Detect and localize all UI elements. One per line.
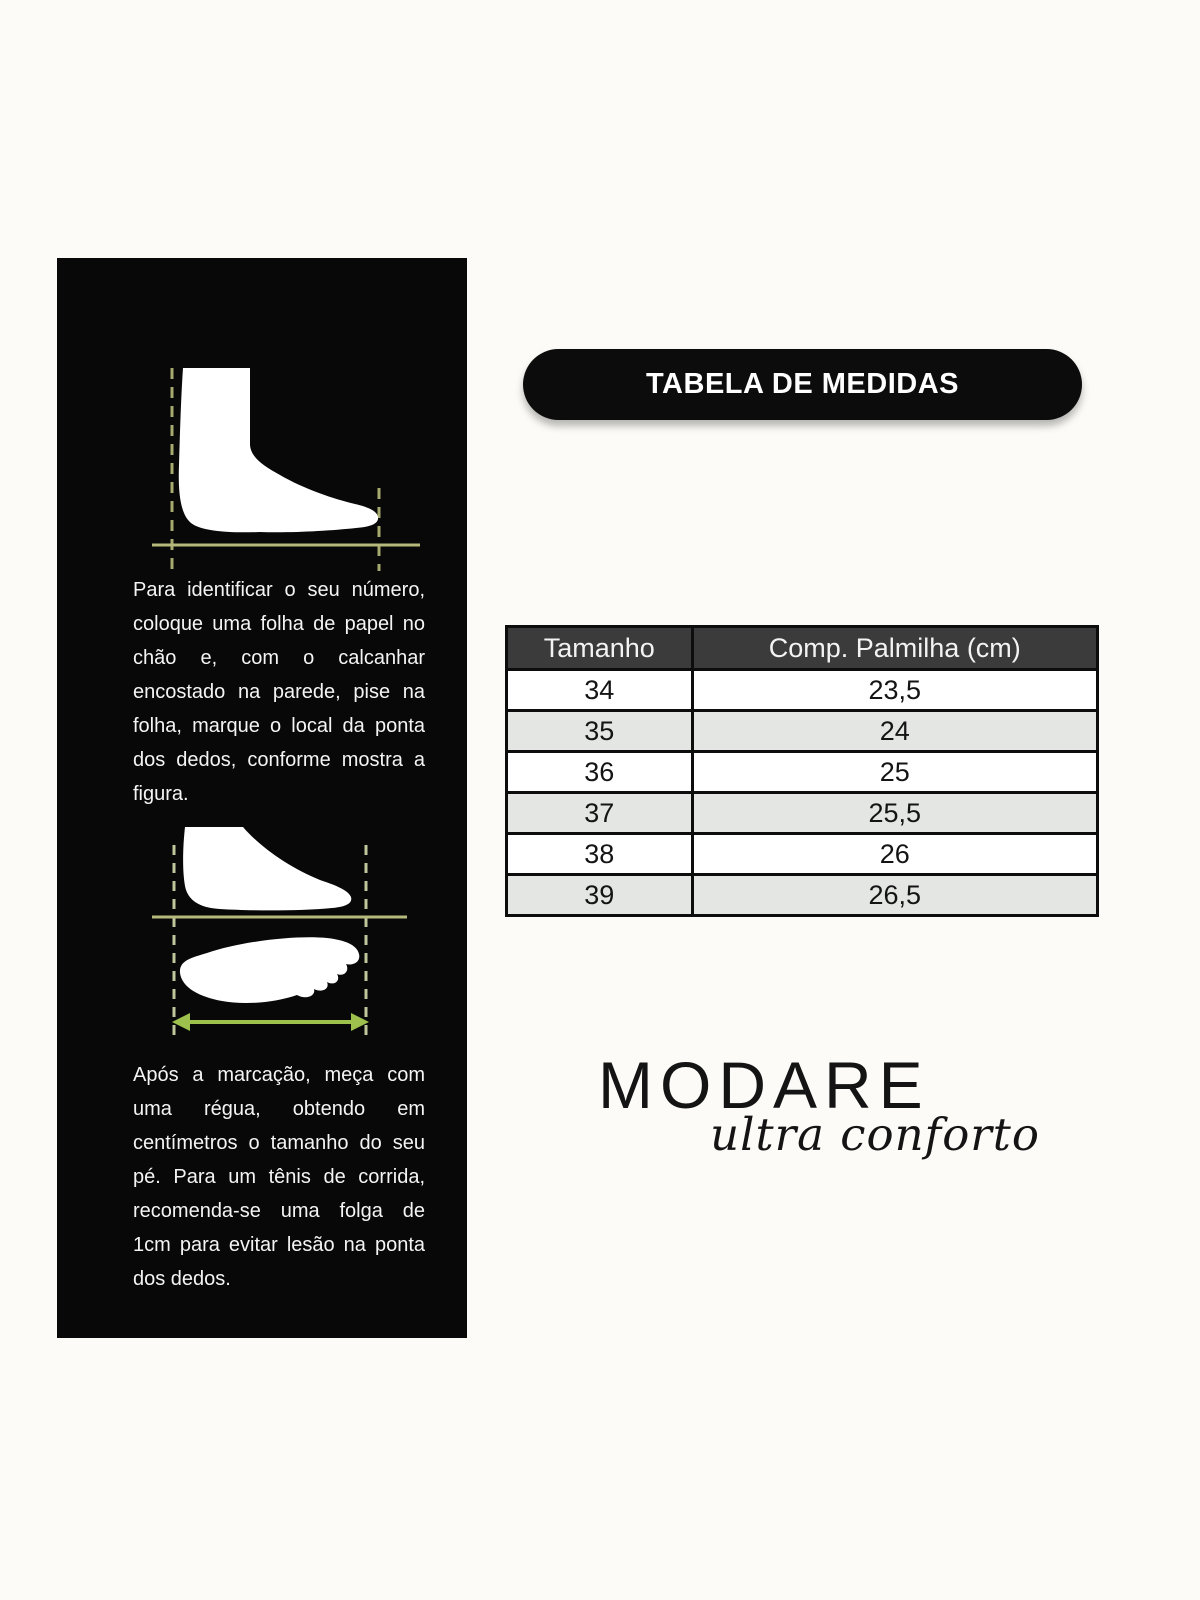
brand-logo <box>598 1048 1040 1161</box>
instructions-panel <box>57 258 467 1338</box>
table-row <box>507 752 1098 793</box>
measure-arrow-icon <box>172 1013 369 1031</box>
size-chart-title-banner <box>523 349 1082 420</box>
foot-side-shape <box>179 368 378 532</box>
column-header-size: Tamanho <box>507 627 693 670</box>
table-cell: 24 <box>692 711 1097 752</box>
brand-tagline: ultra conforto <box>710 1108 1040 1161</box>
table-cell: 23,5 <box>692 670 1097 711</box>
foot-profile-shape <box>183 827 351 910</box>
foot-side-icon <box>142 353 427 573</box>
table-cell: 26 <box>692 834 1097 875</box>
table-row <box>507 834 1098 875</box>
size-table-body <box>507 670 1098 916</box>
table-cell: 34 <box>507 670 693 711</box>
instruction-paragraph-1: Para identificar o seu número, coloque uma folha de papel no chão e, com o calcanhar encostado na parede, pise na folha, marque o local da ponta dos dedos, conforme mostra a figura. <box>133 579 425 805</box>
foot-length-icon <box>152 813 407 1063</box>
table-cell: 25,5 <box>692 793 1097 834</box>
table-row <box>507 875 1098 916</box>
foot-measure-illustration-top <box>142 353 427 573</box>
table-row <box>507 670 1098 711</box>
table-cell: 39 <box>507 875 693 916</box>
table-cell: 26,5 <box>692 875 1097 916</box>
column-header-insole: Comp. Palmilha (cm) <box>692 627 1097 670</box>
instruction-paragraph-2: Após a marcação, meça com uma régua, obtendo em centímetros o tamanho do seu pé. Para um tênis de corrida, recomenda-se uma folga de 1cm para evitar lesão na ponta dos dedos. <box>133 1064 425 1290</box>
table-cell: 35 <box>507 711 693 752</box>
table-cell: 36 <box>507 752 693 793</box>
table-cell: 25 <box>692 752 1097 793</box>
table-cell: 38 <box>507 834 693 875</box>
size-chart-title: TABELA DE MEDIDAS <box>646 368 959 400</box>
size-chart-table <box>505 625 1099 917</box>
table-row <box>507 711 1098 752</box>
foot-measure-illustration-bottom <box>152 813 407 1063</box>
table-cell: 37 <box>507 793 693 834</box>
table-row <box>507 793 1098 834</box>
table-header-row <box>507 627 1098 670</box>
foot-sole-shape <box>180 937 359 1003</box>
brand-name: MODARE <box>598 1048 930 1122</box>
